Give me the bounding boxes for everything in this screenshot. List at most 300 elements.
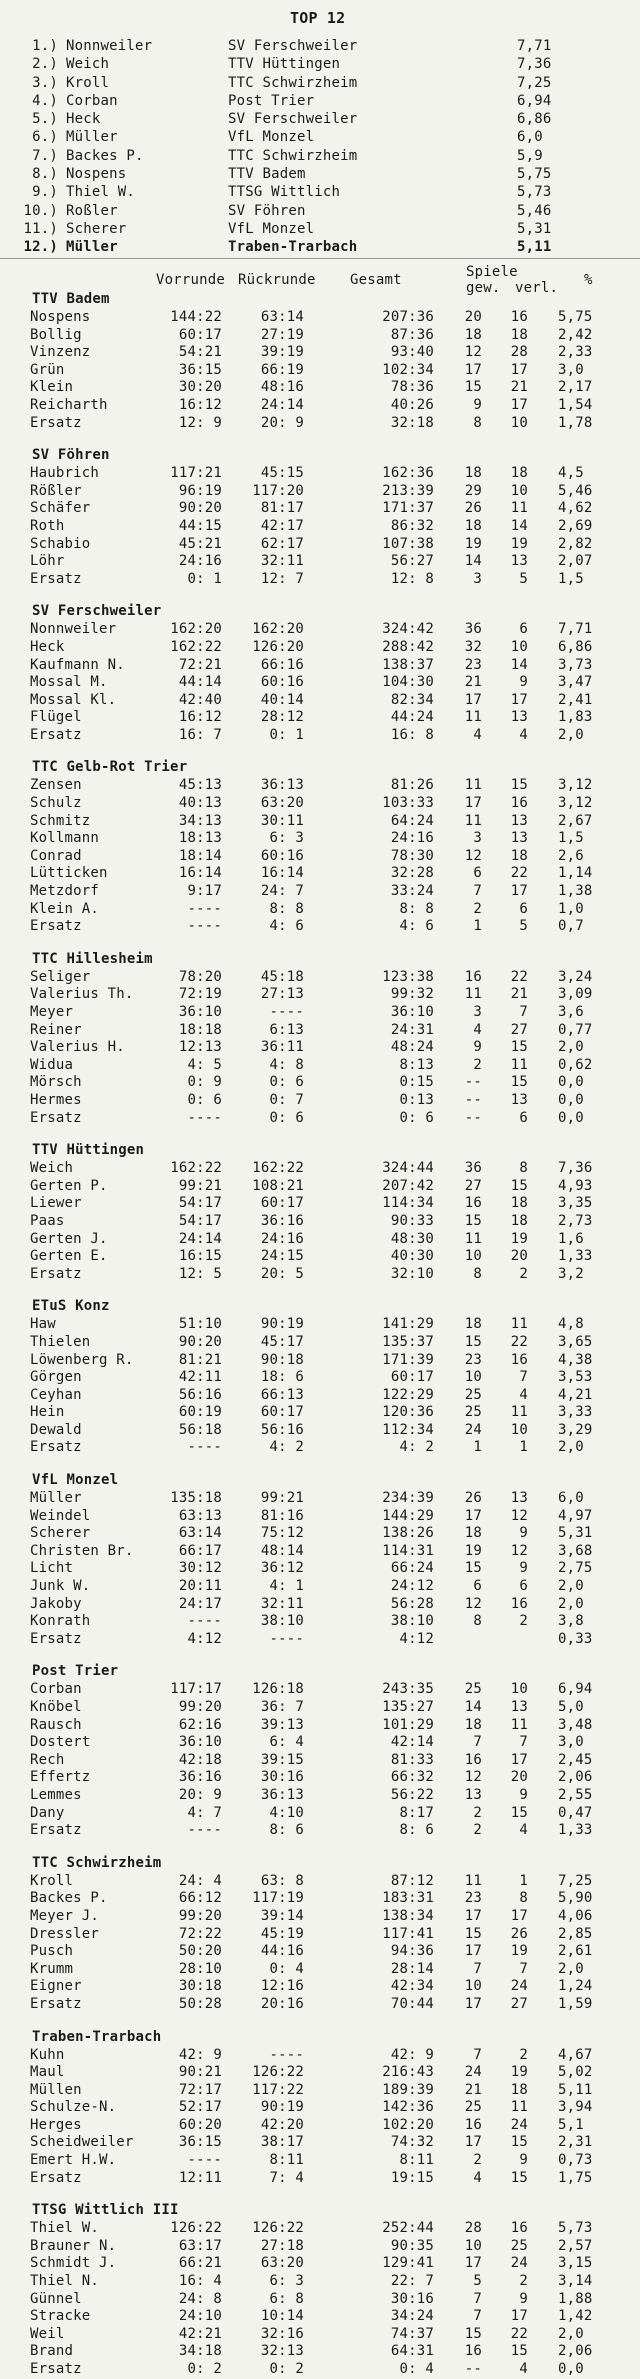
player-name: Löwenberg R. xyxy=(30,1351,134,1368)
player-row xyxy=(0,465,640,483)
gewonnen-value: 13 xyxy=(464,1786,482,1803)
club-name: TTC Schwirzheim xyxy=(228,147,358,164)
gesamt-value: 44:24 xyxy=(390,709,434,726)
player-name: Valerius H. xyxy=(30,1039,125,1056)
team-name: TTSG Wittlich III xyxy=(32,2202,179,2219)
player-name: Kroll xyxy=(30,1872,74,1889)
player-name: Schmitz xyxy=(30,812,91,829)
percent-value: 4,06 xyxy=(558,1907,593,1924)
player-name: Zensen xyxy=(30,777,82,794)
rueckrunde-value: 40:14 xyxy=(260,691,304,708)
top12-row xyxy=(22,37,622,55)
rueckrunde-value: 24:16 xyxy=(260,1230,304,1247)
top12-row xyxy=(22,55,622,73)
gewonnen-value: 2 xyxy=(473,1822,482,1839)
vorrunde-value: 60:17 xyxy=(178,326,222,343)
top12-row xyxy=(22,147,622,165)
verloren-value: 17 xyxy=(510,396,528,413)
player-row xyxy=(0,2361,640,2379)
verloren-value: 28 xyxy=(510,344,528,361)
percent-value: 4,97 xyxy=(558,1507,593,1524)
percent-value: 2,07 xyxy=(558,553,593,570)
player-name: Ersatz xyxy=(30,1109,82,1126)
player-name: Herges xyxy=(30,2116,82,2133)
player-row xyxy=(0,865,640,883)
player-row xyxy=(0,2117,640,2135)
percent-value: 3,73 xyxy=(558,656,593,673)
percent-value: 2,57 xyxy=(558,2237,593,2254)
gesamt-value: 33:24 xyxy=(390,883,434,900)
percent-value: 4,38 xyxy=(558,1351,593,1368)
player-name: Ersatz xyxy=(30,1822,82,1839)
gesamt-value: 90:35 xyxy=(390,2237,434,2254)
gesamt-value: 123:38 xyxy=(382,968,434,985)
rueckrunde-value: 63: 8 xyxy=(260,1872,304,1889)
team-name: TTC Schwirzheim xyxy=(32,1854,162,1871)
gewonnen-value: 1 xyxy=(473,918,482,935)
top12-row xyxy=(22,74,622,92)
player-name: Görgen xyxy=(30,1369,82,1386)
percent-value: 2,45 xyxy=(558,1751,593,1768)
player-name: Jakoby xyxy=(30,1595,82,1612)
gewonnen-value: 9 xyxy=(473,1039,482,1056)
vorrunde-value: 44:15 xyxy=(178,517,222,534)
player-name: Rausch xyxy=(30,1716,82,1733)
player-row xyxy=(0,1369,640,1387)
gesamt-value: 135:27 xyxy=(382,1699,434,1715)
gesamt-value: 36:10 xyxy=(390,1004,434,1020)
vorrunde-value: ---- xyxy=(187,1439,222,1456)
player-name: Schulz xyxy=(30,795,82,812)
gesamt-value: 42:34 xyxy=(390,1978,434,1995)
player-name: Haw xyxy=(30,1316,56,1333)
gewonnen-value: 18 xyxy=(464,1716,482,1733)
player-name: Christen Br. xyxy=(30,1542,134,1559)
gesamt-value: 138:26 xyxy=(382,1525,434,1542)
divider xyxy=(0,258,640,259)
player-name: Corban xyxy=(30,1681,82,1698)
percent-value: 3,35 xyxy=(558,1195,593,1212)
gewonnen-value: 18 xyxy=(464,326,482,343)
percent-value: 3,53 xyxy=(558,1369,593,1386)
player-row xyxy=(0,2134,640,2152)
percent-value: 2,0 xyxy=(558,726,584,743)
gewonnen-value: 11 xyxy=(464,1230,482,1247)
gewonnen-value: 4 xyxy=(473,2169,482,2186)
gewonnen-value: 14 xyxy=(464,1699,482,1715)
verloren-value: 24 xyxy=(510,1978,528,1995)
verloren-value: 15 xyxy=(510,1074,528,1091)
gewonnen-value: 23 xyxy=(464,656,482,673)
rueckrunde-value: 10:14 xyxy=(260,2308,304,2325)
gesamt-value: 207:42 xyxy=(382,1177,434,1194)
rank-number: 9.) xyxy=(32,184,58,201)
gewonnen-value: 25 xyxy=(464,2099,482,2116)
player-name: Backes P. xyxy=(66,147,144,164)
verloren-value: 10 xyxy=(510,1681,528,1698)
vorrunde-value: 62:16 xyxy=(178,1716,222,1733)
player-row xyxy=(0,2291,640,2309)
gesamt-value: 252:44 xyxy=(382,2220,434,2237)
gewonnen-value: 17 xyxy=(464,1907,482,1924)
gewonnen-value: 16 xyxy=(464,2116,482,2133)
verloren-value: 13 xyxy=(510,830,528,847)
vorrunde-value: ---- xyxy=(187,1613,222,1630)
verloren-value: 6 xyxy=(519,900,528,917)
player-name: Lütticken xyxy=(30,865,108,882)
player-row xyxy=(0,2082,640,2100)
rueckrunde-value: 0: 4 xyxy=(269,1960,304,1977)
team-name: SV Föhren xyxy=(32,447,110,464)
gewonnen-value: -- xyxy=(464,1091,482,1108)
gewonnen-value: 17 xyxy=(464,2255,482,2272)
gewonnen-value: 15 xyxy=(464,1560,482,1577)
player-name: Heck xyxy=(30,638,65,655)
vorrunde-value: 90:20 xyxy=(178,500,222,517)
player-row xyxy=(0,1525,640,1543)
vorrunde-value: 0: 6 xyxy=(187,1091,222,1108)
vorrunde-value: 63:13 xyxy=(178,1507,222,1524)
top12-row xyxy=(22,202,622,220)
section-gap xyxy=(0,432,640,446)
player-name: Pusch xyxy=(30,1943,74,1960)
gesamt-value: 87:36 xyxy=(390,326,434,343)
gewonnen-value: 15 xyxy=(464,1925,482,1942)
player-name: Müller xyxy=(66,129,118,146)
rating-value: 5,46 xyxy=(517,202,552,219)
verloren-value: 15 xyxy=(510,777,528,794)
player-row xyxy=(0,1490,640,1508)
player-name: Krumm xyxy=(30,1960,74,1977)
percent-value: 5,31 xyxy=(558,1525,593,1542)
team-name: Traben-Trarbach xyxy=(32,2028,162,2045)
vorrunde-value: 16:15 xyxy=(178,1248,222,1265)
player-name: Metzdorf xyxy=(30,883,100,900)
club-name: VfL Monzel xyxy=(228,129,315,146)
gesamt-value: 48:24 xyxy=(390,1039,434,1056)
gesamt-value: 56:27 xyxy=(390,553,434,570)
verloren-value: 9 xyxy=(519,674,528,691)
player-name: Thiel W. xyxy=(66,184,136,201)
top12-row xyxy=(22,110,622,128)
player-row xyxy=(0,379,640,397)
gewonnen-value: -- xyxy=(464,2361,482,2377)
club-name: TTV Hüttingen xyxy=(228,56,341,73)
percent-value: 6,94 xyxy=(558,1681,593,1698)
section-gap xyxy=(0,588,640,602)
rating-value: 5,73 xyxy=(517,184,552,201)
rank-number: 1.) xyxy=(32,38,58,54)
vorrunde-value: 18:13 xyxy=(178,830,222,847)
gesamt-value: 101:29 xyxy=(382,1716,434,1733)
player-row xyxy=(0,1387,640,1405)
rueckrunde-value: 126:18 xyxy=(252,1681,304,1698)
percent-value: 2,69 xyxy=(558,517,593,534)
rueckrunde-value: 60:16 xyxy=(260,674,304,691)
vorrunde-value: 54:21 xyxy=(178,344,222,361)
verloren-value: 12 xyxy=(510,1507,528,1524)
percent-value: 1,38 xyxy=(558,883,593,900)
verloren-value: 10 xyxy=(510,414,528,431)
gewonnen-value: 2 xyxy=(473,900,482,917)
gesamt-value: 0:15 xyxy=(399,1074,434,1091)
rating-value: 5,75 xyxy=(517,166,552,183)
percent-value: 2,06 xyxy=(558,2343,593,2360)
club-name: VfL Monzel xyxy=(228,220,315,237)
gewonnen-value: 10 xyxy=(464,1978,482,1995)
player-name: Gerten E. xyxy=(30,1248,108,1265)
player-name: Dressler xyxy=(30,1925,100,1942)
player-name: Licht xyxy=(30,1560,74,1577)
gesamt-value: 104:30 xyxy=(382,674,434,691)
team-name: TTC Hillesheim xyxy=(32,950,153,967)
vorrunde-value: 99:21 xyxy=(178,1177,222,1194)
vorrunde-value: 28:10 xyxy=(178,1960,222,1977)
percent-value: 3,8 xyxy=(558,1613,584,1630)
gewonnen-value: 25 xyxy=(464,1386,482,1403)
verloren-value: 11 xyxy=(510,1316,528,1333)
player-row xyxy=(0,1681,640,1699)
vorrunde-value: 78:20 xyxy=(178,968,222,985)
player-name: Haubrich xyxy=(30,465,100,482)
rank-number: 8.) xyxy=(32,166,58,183)
rueckrunde-value: 126:20 xyxy=(252,638,304,655)
verloren-value: 11 xyxy=(510,2099,528,2116)
rueckrunde-value: 126:22 xyxy=(252,2220,304,2237)
verloren-value: 11 xyxy=(510,1404,528,1421)
percent-value: 1,75 xyxy=(558,2169,593,2186)
gesamt-value: 16: 8 xyxy=(390,726,434,743)
percent-value: 7,71 xyxy=(558,621,593,638)
player-row xyxy=(0,344,640,362)
vorrunde-value: 0: 9 xyxy=(187,1074,222,1091)
rueckrunde-value: 117:19 xyxy=(252,1890,304,1907)
player-name: Kuhn xyxy=(30,2046,65,2063)
gesamt-value: 87:12 xyxy=(390,1872,434,1889)
player-row xyxy=(0,986,640,1004)
player-row xyxy=(0,2152,640,2170)
verloren-value: 18 xyxy=(510,847,528,864)
vorrunde-value: 24:14 xyxy=(178,1230,222,1247)
vorrunde-value: 42:21 xyxy=(178,2325,222,2342)
verloren-value: 11 xyxy=(510,1056,528,1073)
gesamt-value: 66:24 xyxy=(390,1560,434,1577)
verloren-value: 20 xyxy=(510,1769,528,1786)
player-name: Eigner xyxy=(30,1978,82,1995)
verloren-value: 10 xyxy=(510,638,528,655)
player-name: Schmidt J. xyxy=(30,2255,117,2272)
player-name: Lemmes xyxy=(30,1786,82,1803)
verloren-value: 8 xyxy=(519,1160,528,1177)
player-row xyxy=(0,1004,640,1022)
verloren-value: 11 xyxy=(510,1716,528,1733)
gewonnen-value: 16 xyxy=(464,2343,482,2360)
vorrunde-value: ---- xyxy=(187,900,222,917)
player-row xyxy=(0,1613,640,1631)
gesamt-value: 74:37 xyxy=(390,2325,434,2342)
rueckrunde-value: 81:16 xyxy=(260,1507,304,1524)
vorrunde-value: 60:20 xyxy=(178,2116,222,2133)
club-name: Post Trier xyxy=(228,92,315,109)
rueckrunde-value: 81:17 xyxy=(260,500,304,517)
player-row xyxy=(0,692,640,710)
percent-value: 2,0 xyxy=(558,1439,584,1456)
rank-number: 12.) xyxy=(23,239,58,256)
player-name: Weil xyxy=(30,2325,65,2342)
gewonnen-value: 7 xyxy=(473,883,482,900)
percent-value: 2,85 xyxy=(558,1925,593,1942)
player-row xyxy=(0,1873,640,1891)
player-row xyxy=(0,1195,640,1213)
player-row xyxy=(0,1039,640,1057)
player-name: Dany xyxy=(30,1804,65,1821)
gesamt-value: 40:26 xyxy=(390,396,434,413)
player-name: Rößler xyxy=(30,482,82,499)
verloren-value: 1 xyxy=(519,1439,528,1456)
percent-value: 7,36 xyxy=(558,1160,593,1177)
percent-value: 1,78 xyxy=(558,414,593,431)
rueckrunde-value: 24: 7 xyxy=(260,883,304,900)
verloren-value: 21 xyxy=(510,986,528,1003)
vorrunde-value: 34:13 xyxy=(178,812,222,829)
gewonnen-value: 16 xyxy=(464,1195,482,1212)
team-name: SV Ferschweiler xyxy=(32,603,162,620)
percent-value: 2,0 xyxy=(558,1578,584,1595)
rueckrunde-value: 20: 5 xyxy=(260,1265,304,1282)
gewonnen-value: 25 xyxy=(464,1681,482,1698)
player-name: Müller xyxy=(30,1490,82,1507)
gewonnen-value: 18 xyxy=(464,1525,482,1542)
rueckrunde-value: 36:13 xyxy=(260,777,304,794)
gewonnen-value: 1 xyxy=(473,1439,482,1456)
player-row xyxy=(0,1404,640,1422)
vorrunde-value: 34:18 xyxy=(178,2343,222,2360)
player-row xyxy=(0,2220,640,2238)
rueckrunde-value: 45:15 xyxy=(260,465,304,482)
rueckrunde-value: 39:19 xyxy=(260,344,304,361)
gewonnen-value: 11 xyxy=(464,777,482,794)
player-row xyxy=(0,1978,640,1996)
player-name: Dostert xyxy=(30,1734,91,1751)
gesamt-value: 70:44 xyxy=(390,1995,434,2012)
section-gap xyxy=(0,1457,640,1471)
rueckrunde-value: 38:17 xyxy=(260,2134,304,2151)
rueckrunde-value: 36: 7 xyxy=(260,1699,304,1715)
rating-value: 6,94 xyxy=(517,92,552,109)
team-name: ETuS Konz xyxy=(32,1298,110,1315)
gesamt-value: 102:34 xyxy=(382,361,434,378)
percent-value: 2,33 xyxy=(558,344,593,361)
gewonnen-value: 36 xyxy=(464,621,482,638)
percent-value: 3,29 xyxy=(558,1421,593,1438)
player-row xyxy=(0,1943,640,1961)
player-row xyxy=(0,1926,640,1944)
verloren-value: 17 xyxy=(510,691,528,708)
gewonnen-value: 21 xyxy=(464,2081,482,2098)
verloren-value: 16 xyxy=(510,1595,528,1612)
player-row xyxy=(0,1560,640,1578)
gewonnen-value: 16 xyxy=(464,1751,482,1768)
player-row xyxy=(0,639,640,657)
player-row xyxy=(0,901,640,919)
gesamt-value: 288:42 xyxy=(382,638,434,655)
player-row xyxy=(0,1352,640,1370)
rueckrunde-value: 44:16 xyxy=(260,1943,304,1960)
player-row xyxy=(0,1996,640,2014)
player-row xyxy=(0,918,640,936)
player-name: Roßler xyxy=(66,202,118,219)
vorrunde-value: 56:16 xyxy=(178,1386,222,1403)
vorrunde-value: 16:14 xyxy=(178,865,222,882)
vorrunde-value: 162:20 xyxy=(170,621,222,638)
percent-value: 3,65 xyxy=(558,1333,593,1350)
gewonnen-value: 24 xyxy=(464,2064,482,2081)
player-name: Weich xyxy=(30,1160,74,1177)
verloren-value: 9 xyxy=(519,2152,528,2169)
gesamt-value: 22: 7 xyxy=(390,2273,434,2290)
rank-number: 6.) xyxy=(32,129,58,146)
rueckrunde-value: 62:17 xyxy=(260,535,304,552)
vorrunde-value: 4: 5 xyxy=(187,1056,222,1073)
player-name: Kaufmann N. xyxy=(30,656,125,673)
rueckrunde-value: 60:16 xyxy=(260,847,304,864)
rank-number: 7.) xyxy=(32,147,58,164)
rueckrunde-value: 90:19 xyxy=(260,2099,304,2116)
player-row xyxy=(0,1717,640,1735)
player-row xyxy=(0,1316,640,1334)
player-name: Roth xyxy=(30,517,65,534)
vorrunde-value: 18:14 xyxy=(178,847,222,864)
gewonnen-value: 7 xyxy=(473,2290,482,2307)
verloren-value: 17 xyxy=(510,361,528,378)
team-name: TTV Hüttingen xyxy=(32,1142,145,1159)
player-row xyxy=(0,2326,640,2344)
player-row xyxy=(0,536,640,554)
verloren-value: 11 xyxy=(510,500,528,517)
rueckrunde-value: 42:20 xyxy=(260,2116,304,2133)
player-name: Günnel xyxy=(30,2290,82,2307)
verloren-value: 18 xyxy=(510,465,528,482)
percent-value: 2,75 xyxy=(558,1560,593,1577)
player-name: Kollmann xyxy=(30,830,100,847)
section-gap xyxy=(0,744,640,758)
player-name: Müllen xyxy=(30,2081,82,2098)
gewonnen-value: 20 xyxy=(464,309,482,325)
gesamt-value: 0: 4 xyxy=(399,2361,434,2377)
player-name: Schäfer xyxy=(30,500,91,517)
gewonnen-value: 11 xyxy=(464,1872,482,1889)
percent-value: 2,61 xyxy=(558,1943,593,1960)
player-row xyxy=(0,1022,640,1040)
percent-value: 6,0 xyxy=(558,1490,584,1507)
top12-row xyxy=(22,238,622,256)
player-name: Mörsch xyxy=(30,1074,82,1091)
gewonnen-value: 12 xyxy=(464,344,482,361)
gewonnen-value: 12 xyxy=(464,1769,482,1786)
gesamt-value: 66:32 xyxy=(390,1769,434,1786)
gewonnen-value: 7 xyxy=(473,2046,482,2063)
verloren-value: 7 xyxy=(519,1734,528,1751)
player-name: Gerten J. xyxy=(30,1230,108,1247)
player-row xyxy=(0,483,640,501)
rating-value: 6,0 xyxy=(517,129,543,146)
section-gap xyxy=(0,2014,640,2028)
vorrunde-value: 20: 9 xyxy=(178,1786,222,1803)
gesamt-value: 78:30 xyxy=(390,847,434,864)
player-row xyxy=(0,1752,640,1770)
player-name: Nospens xyxy=(66,166,127,183)
player-row xyxy=(0,2238,640,2256)
